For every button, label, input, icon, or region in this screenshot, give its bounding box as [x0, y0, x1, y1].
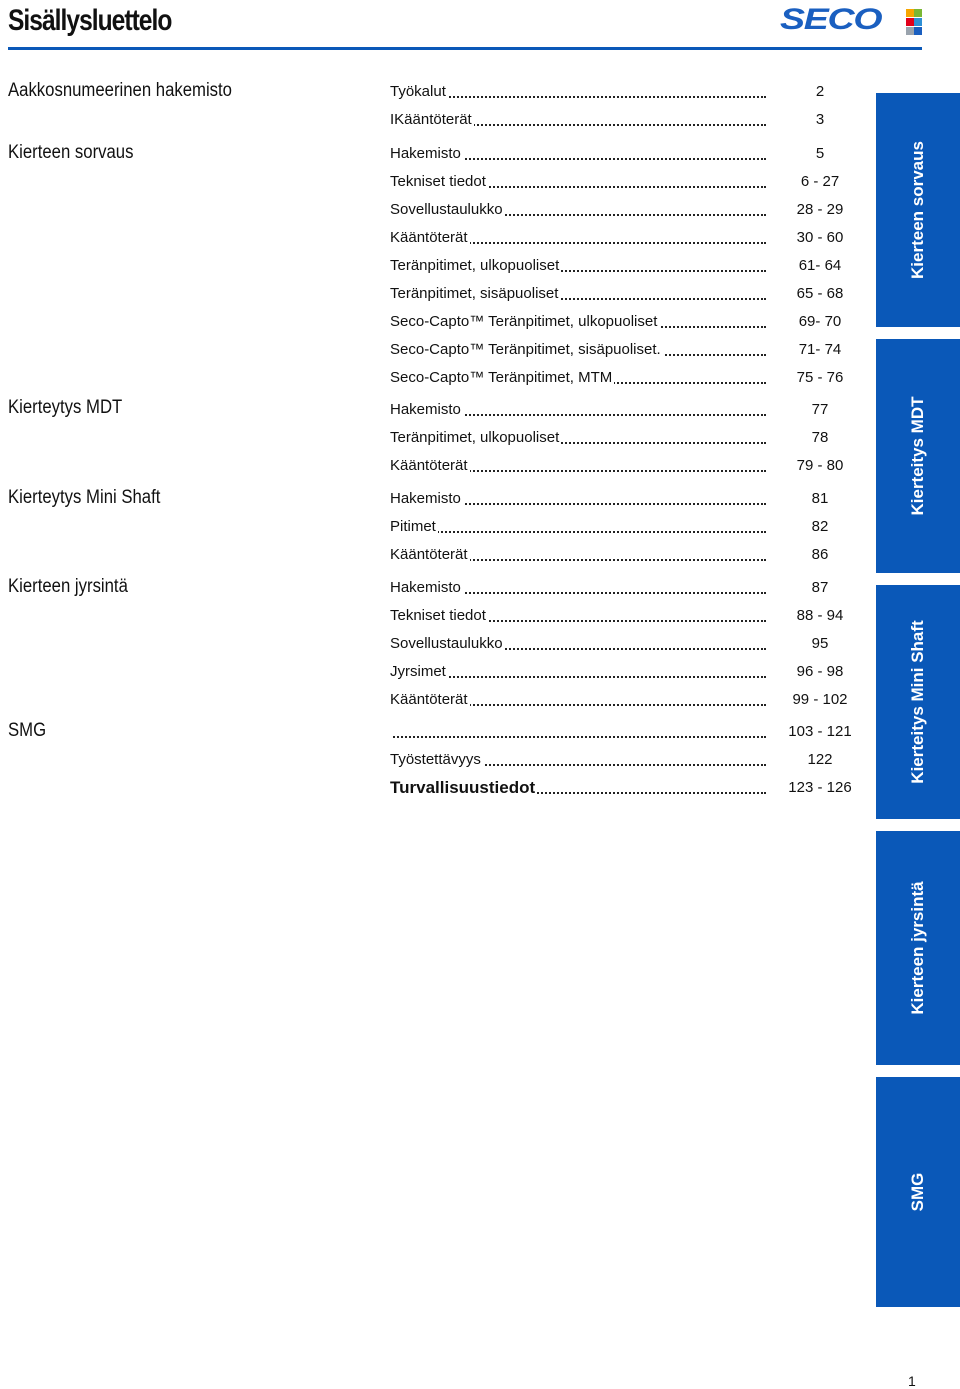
toc-page-number: 6 - 27	[800, 173, 840, 190]
toc-page-number: 122	[807, 751, 833, 768]
toc-entry-label: Seco-Capto™ Teränpitimet, ulkopuoliset	[390, 313, 658, 330]
toc-entry-label: Hakemisto	[390, 401, 461, 418]
toc-entry-label	[390, 723, 392, 740]
toc-entry-label: Teränpitimet, sisäpuoliset	[390, 285, 559, 302]
tab-kierteen-jyrsinta[interactable]	[876, 831, 960, 1065]
toc-entry-label: Työstettävyys	[390, 751, 481, 768]
toc-entry[interactable]	[390, 517, 770, 537]
toc-entry-label: Hakemisto	[390, 145, 461, 162]
toc-entry[interactable]	[390, 545, 770, 565]
toc-entry-label: Seco-Capto™ Teränpitimet, MTM	[390, 369, 613, 386]
leader-dots	[390, 736, 766, 738]
tab-label: Kierteitys MDT	[908, 396, 927, 516]
toc-page-number: 79 - 80	[796, 457, 844, 474]
section-heading: Kierteen jyrsintä	[8, 576, 128, 597]
toc-entry-label: Kääntöterät	[390, 546, 468, 563]
section-heading: Aakkosnumeerinen hakemisto	[8, 80, 232, 101]
tab-kierteen-sorvaus[interactable]	[876, 93, 960, 327]
toc-entry[interactable]	[390, 284, 770, 304]
toc-entry-label: Turvallisuustiedot	[390, 778, 536, 797]
toc-page-number: 88 - 94	[796, 607, 844, 624]
toc-entry[interactable]	[390, 634, 770, 654]
logo-square-icon	[906, 18, 914, 26]
toc-entry[interactable]	[390, 228, 770, 248]
toc-entry-label: Tekniset tiedot	[390, 607, 486, 624]
toc-entry[interactable]	[390, 690, 770, 710]
toc-entry[interactable]	[390, 144, 770, 164]
toc-page-number: 103 - 121	[788, 723, 852, 740]
section-heading: SMG	[8, 720, 47, 741]
toc-entry[interactable]	[390, 110, 770, 130]
toc-entry[interactable]	[390, 456, 770, 476]
toc-entry-label: Kääntöterät	[390, 229, 468, 246]
toc-entry-label: Jyrsimet	[390, 663, 446, 680]
toc-entry[interactable]	[390, 428, 770, 448]
toc-page-number: 81	[811, 490, 829, 507]
leader-dots	[390, 531, 766, 533]
tab-kierteitys-mdt[interactable]	[876, 339, 960, 573]
toc-entry[interactable]	[390, 312, 770, 332]
toc-page-number: 96 - 98	[796, 663, 844, 680]
toc-page-number: 99 - 102	[792, 691, 848, 708]
toc-entry-label: Kääntöterät	[390, 457, 468, 474]
tab-kierteitys-mini-shaft[interactable]	[876, 585, 960, 819]
toc-entry-label: Sovellustaulukko	[390, 201, 503, 218]
toc-page-number: 86	[811, 546, 829, 563]
tab-smg[interactable]	[876, 1077, 960, 1307]
toc-page-number: 77	[811, 401, 829, 418]
logo-square-icon	[906, 27, 914, 35]
toc-page-number: 82	[811, 518, 829, 535]
toc-page-number: 87	[811, 579, 829, 596]
tab-label: Kierteen jyrsintä	[908, 881, 927, 1015]
toc-entry[interactable]	[390, 578, 770, 598]
toc-entry[interactable]	[390, 172, 770, 192]
toc-entry[interactable]	[390, 82, 770, 102]
toc-entry-label: Sovellustaulukko	[390, 635, 503, 652]
toc-entry[interactable]	[390, 256, 770, 276]
toc-entry[interactable]	[390, 400, 770, 420]
tab-label: Kierteitys Mini Shaft	[908, 620, 927, 784]
toc-entry-label: Tekniset tiedot	[390, 173, 486, 190]
toc-entry[interactable]	[390, 722, 770, 742]
toc-entry-label: IKääntöterät	[390, 111, 472, 128]
toc-entry-label: Teränpitimet, ulkopuoliset	[390, 429, 560, 446]
toc-page-number: 123 - 126	[788, 779, 852, 796]
toc-page-number: 61- 64	[798, 257, 842, 274]
section-heading: Kierteytys MDT	[8, 397, 123, 418]
toc-entry-label: Hakemisto	[390, 490, 461, 507]
toc-entry[interactable]	[390, 778, 770, 798]
logo-square-icon	[914, 27, 922, 35]
page-title: Sisällysluettelo	[8, 4, 172, 37]
toc-entry[interactable]	[390, 340, 770, 360]
toc-entry[interactable]	[390, 368, 770, 388]
toc-entry-label: Teränpitimet, ulkopuoliset	[390, 257, 560, 274]
tab-label: Kierteen sorvaus	[908, 141, 927, 279]
toc-entry[interactable]	[390, 606, 770, 626]
toc-page-number: 78	[811, 429, 829, 446]
toc-entry[interactable]	[390, 750, 770, 770]
logo-wordmark: SECO	[780, 3, 882, 36]
toc-entry[interactable]	[390, 489, 770, 509]
toc-entry-label: Kääntöterät	[390, 691, 468, 708]
toc-page-number: 71- 74	[798, 341, 842, 358]
toc-entry-label: Pitimet	[390, 518, 436, 535]
toc-page-number: 65 - 68	[796, 285, 844, 302]
toc-entry-label: Työkalut	[390, 83, 446, 100]
header-rule	[8, 47, 922, 50]
toc-page-number: 3	[815, 111, 825, 128]
toc-page-number: 2	[815, 83, 825, 100]
toc-page-number: 28 - 29	[796, 201, 844, 218]
toc-page-number: 5	[815, 145, 825, 162]
toc-page-number: 95	[811, 635, 829, 652]
logo-square-icon	[914, 9, 922, 17]
toc-page-number: 30 - 60	[796, 229, 844, 246]
logo-square-icon	[906, 9, 914, 17]
page-number: 1	[908, 1373, 916, 1389]
logo-square-icon	[914, 18, 922, 26]
toc-page-number: 69- 70	[798, 313, 842, 330]
toc-page-number: 75 - 76	[796, 369, 844, 386]
toc-entry[interactable]	[390, 200, 770, 220]
toc-entry-label: Hakemisto	[390, 579, 461, 596]
toc-entry[interactable]	[390, 662, 770, 682]
seco-logo	[780, 3, 920, 36]
toc-entry-label: Seco-Capto™ Teränpitimet, sisäpuoliset.	[390, 341, 661, 358]
tab-label: SMG	[908, 1172, 927, 1212]
section-heading: Kierteytys Mini Shaft	[8, 487, 161, 508]
section-heading: Kierteen sorvaus	[8, 142, 134, 163]
